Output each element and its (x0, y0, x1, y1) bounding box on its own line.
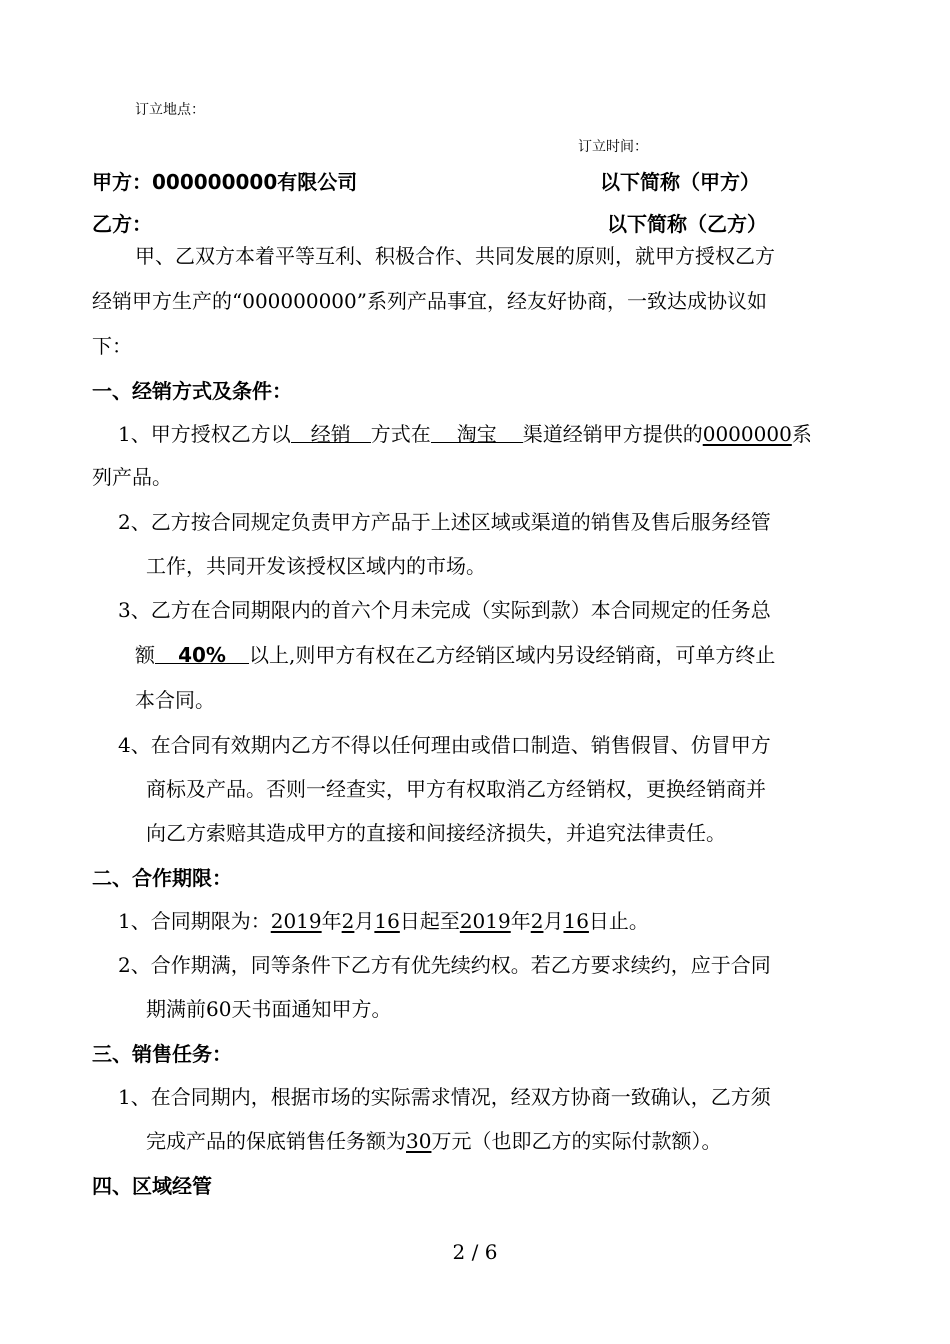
section-1-item-3-line-3: 本合同。 (135, 688, 215, 712)
section-3-title: 三、销售任务： (92, 1042, 232, 1066)
end-year-label: 年 (510, 909, 531, 933)
product-value: 0000000 (702, 422, 792, 446)
section-2-item-2-line-1: 2、合作期满，同等条件下乙方有优先续约权。若乙方要求续约，应于合同 (118, 953, 771, 977)
sign-place-label: 订立地点： (135, 102, 205, 118)
start-suffix: 日起至 (399, 909, 460, 933)
percent-field (155, 641, 249, 667)
section-1-item-2-line-1: 2、乙方按合同规定负责甲方产品于上述区域或渠道的销售及售后服务经管 (118, 510, 771, 534)
quota-text-b: 万元（也即乙方的实际付款额）。 (431, 1129, 722, 1153)
end-year: 2019 (459, 909, 511, 933)
section-1-item-1 (118, 420, 812, 448)
start-year-label: 年 (321, 909, 342, 933)
channel-value: 淘宝 (456, 422, 497, 446)
mode-field (291, 420, 371, 446)
channel-field (431, 420, 523, 446)
intro-line-2: 经销甲方生产的“000000000”系列产品事宜，经友好协商，一致达成协议如 (92, 289, 767, 313)
page-number: 2 / 6 (452, 1240, 498, 1264)
section-1-item-1-line-2: 列产品。 (92, 465, 172, 489)
section-1-item-2-line-2: 工作，共同开发该授权区域内的市场。 (146, 554, 486, 578)
quota-amount: 30 (406, 1129, 432, 1153)
mode-value: 经销 (310, 422, 351, 446)
end-month: 2 (530, 909, 544, 933)
item-3-text-b: 以上,则甲方有权在乙方经销区域内另设经销商，可单方终止 (249, 643, 776, 667)
section-1-item-4-line-1: 4、在合同有效期内乙方不得以任何理由或借口制造、销售假冒、仿冒甲方 (118, 733, 771, 757)
percent-value: 40% (178, 643, 226, 667)
item-3-text-a: 额 (135, 643, 155, 667)
section-2-title: 二、合作期限： (92, 866, 232, 890)
start-year: 2019 (270, 909, 322, 933)
party-a-alias: 以下简称（甲方） (600, 170, 760, 194)
party-b-alias: 以下简称（乙方） (607, 212, 767, 236)
end-day: 16 (563, 909, 589, 933)
section-2-item-1 (118, 907, 649, 935)
end-suffix: 日止。 (588, 909, 649, 933)
term-label: 1、合同期限为： (118, 909, 271, 933)
item-1-text-c: 渠道经销甲方提供的 (522, 422, 703, 446)
end-month-label: 月 (543, 909, 564, 933)
section-3-item-1-line-1: 1、在合同期内，根据市场的实际需求情况，经双方协商一致确认，乙方须 (118, 1085, 771, 1109)
quota-text-a: 完成产品的保底销售任务额为 (146, 1129, 406, 1153)
start-month: 2 (341, 909, 355, 933)
party-a: 甲方：000000000有限公司 (92, 170, 358, 194)
section-1-item-4-line-3: 向乙方索赔其造成甲方的直接和间接经济损失，并追究法律责任。 (146, 821, 726, 845)
intro-line-3: 下： (92, 334, 132, 358)
sign-time-label: 订立时间： (578, 139, 648, 155)
section-1-item-3-line-2 (135, 641, 775, 669)
section-2-item-2-line-2: 期满前60天书面通知甲方。 (146, 997, 392, 1021)
start-day: 16 (374, 909, 400, 933)
item-1-text-b: 方式在 (370, 422, 431, 446)
section-1-item-3-line-1: 3、乙方在合同期限内的首六个月未完成（实际到款）本合同规定的任务总 (118, 598, 771, 622)
section-3-item-1-line-2 (146, 1127, 721, 1155)
section-1-item-4-line-2: 商标及产品。否则一经查实，甲方有权取消乙方经销权，更换经销商并 (146, 777, 766, 801)
intro-line-1: 甲、乙双方本着平等互利、积极合作、共同发展的原则，就甲方授权乙方 (135, 244, 775, 268)
item-1-text-a: 1、甲方授权乙方以 (118, 422, 291, 446)
start-month-label: 月 (354, 909, 375, 933)
section-1-title: 一、经销方式及条件： (92, 379, 292, 403)
party-b: 乙方： (92, 212, 152, 236)
section-4-title: 四、区域经管 (92, 1174, 212, 1198)
item-1-text-d: 系 (791, 422, 812, 446)
